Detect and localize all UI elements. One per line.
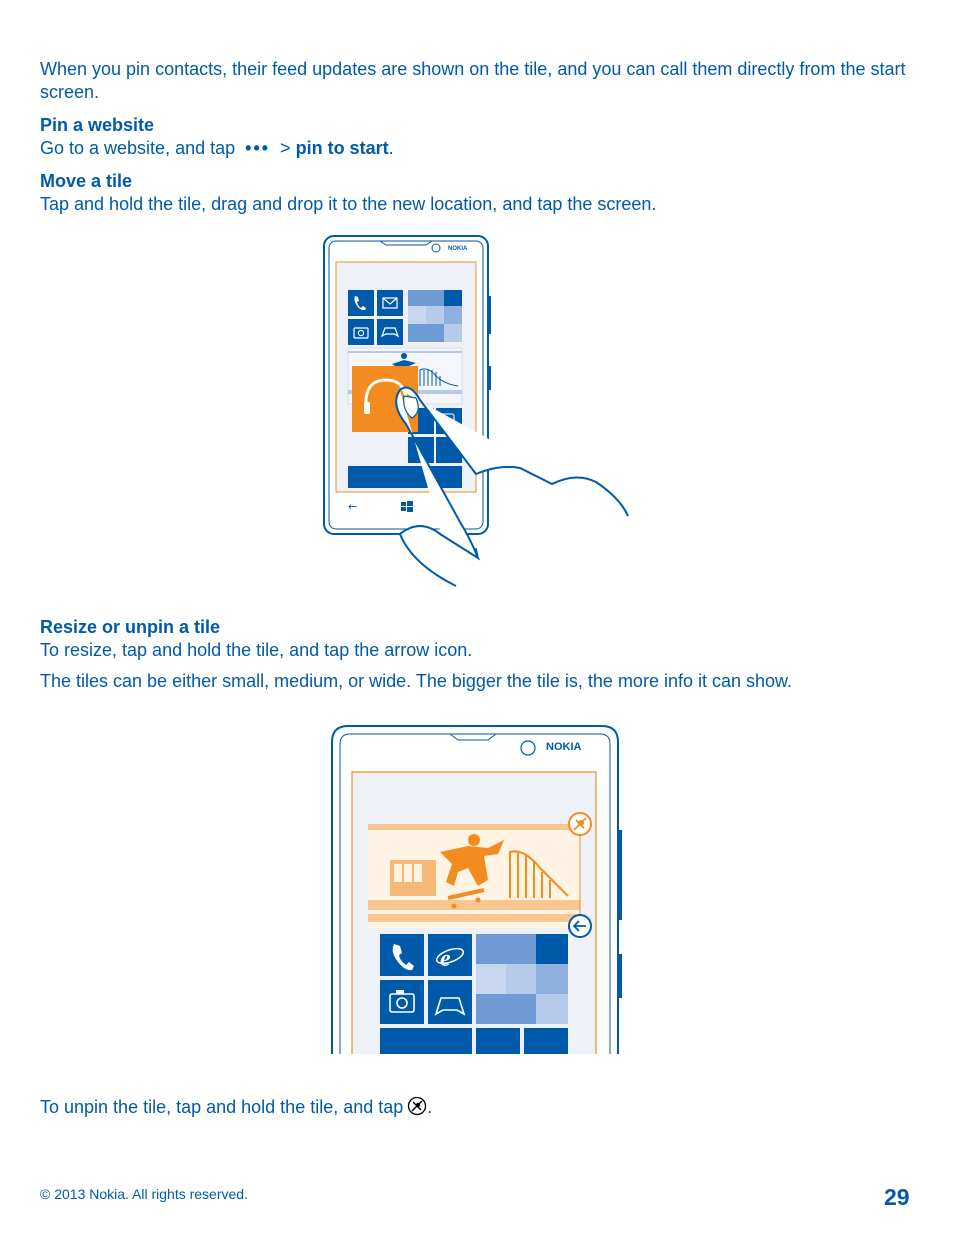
unpin-icon (407, 1096, 427, 1116)
phone-tile (348, 290, 374, 316)
messaging-tile (377, 290, 403, 316)
heading-pin-website: Pin a website (40, 115, 155, 135)
pin-to-start-label: pin to start (295, 138, 389, 158)
pin-website-text (40, 137, 394, 160)
page-number: 29 (884, 1184, 910, 1210)
internet-explorer-icon: e (440, 946, 451, 972)
move-tile-illustration (320, 234, 632, 590)
unpin-text-after: . (427, 1097, 433, 1117)
camera-tile (380, 980, 424, 1024)
nokia-logo-small: NOKIA (448, 246, 468, 252)
nokia-logo: NOKIA (546, 741, 582, 753)
pin-website-sep: > (280, 138, 291, 158)
unpin-text-label: To unpin the tile, tap and hold the tile, and tap (40, 1097, 404, 1117)
phone-tile (380, 934, 424, 976)
pin-website-text-after: . (388, 138, 394, 158)
copyright: © 2013 Nokia. All rights reserved. (40, 1186, 248, 1202)
resize-tile-illustration (328, 722, 628, 1056)
pin-website-text-before: Go to a website, and tap (40, 138, 236, 158)
more-dots-icon: ••• (245, 138, 271, 158)
unpin-text (40, 1096, 432, 1119)
heading-resize-tile: Resize or unpin a tile (40, 617, 221, 637)
heading-move-tile: Move a tile (40, 171, 133, 191)
games-tile (377, 319, 403, 345)
resize-tile-text: To resize, tap and hold the tile, and tap the arrow icon. (40, 640, 473, 660)
tile-sizes-text: The tiles can be either small, medium, or wide. The bigger the tile is, the more info it can show. (40, 671, 793, 691)
back-icon: ← (348, 500, 358, 513)
intro-text: When you pin contacts, their feed updates are shown on the tile, and you can call them directly from the start screen. (40, 59, 906, 102)
games-tile (428, 980, 472, 1024)
move-tile-text: Tap and hold the tile, drag and drop it to the new location, and tap the screen. (40, 194, 657, 214)
camera-tile (348, 319, 374, 345)
